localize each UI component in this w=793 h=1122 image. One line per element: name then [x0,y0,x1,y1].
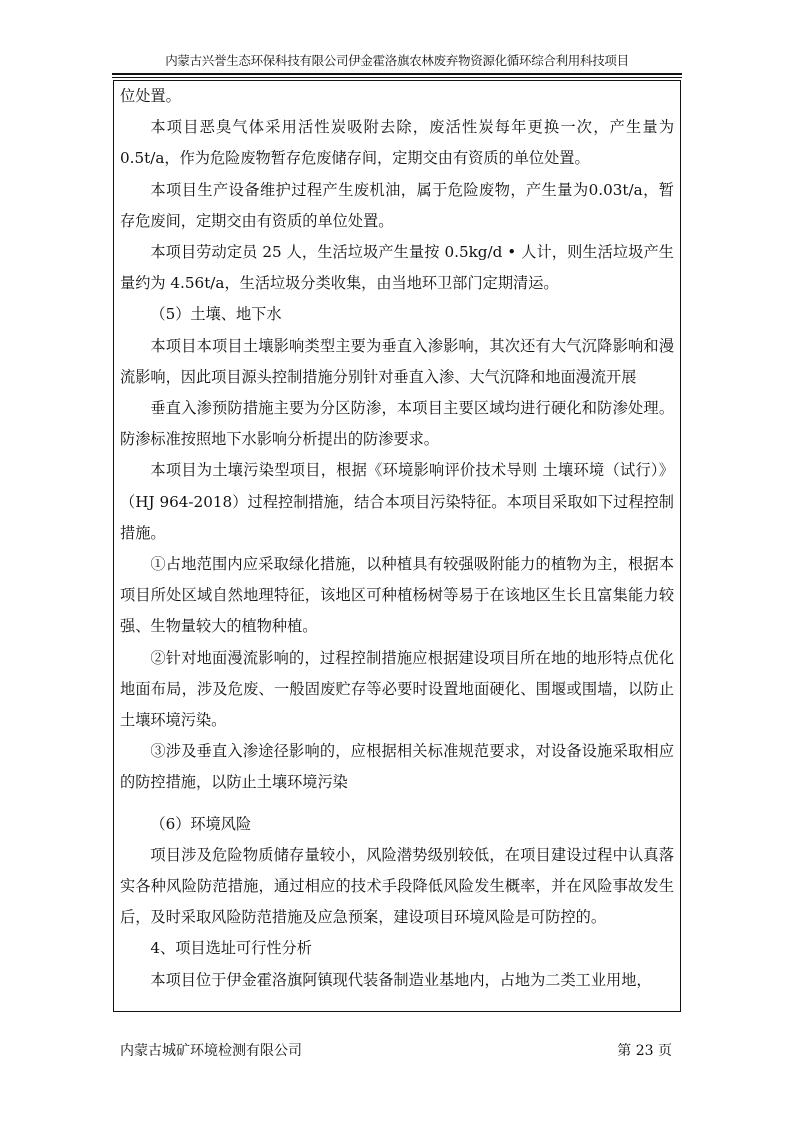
paragraph-measure-3: ③涉及垂直入渗途径影响的，应根据相关标准规范要求，对设备设施采取相应的防控措施，以防止土壤环境污染 [120,742,674,792]
section-heading-site-feasibility: 4、项目选址可行性分析 [150,939,312,958]
footer-company: 内蒙古城矿环境检测有限公司 [120,1043,302,1059]
paragraph-continuation: 位处置。 [120,87,181,105]
paragraph-soil-impact: 本项目本项目土壤影响类型主要为垂直入渗影响，其次还有大气沉降影响和漫流影响，因此项目源头控制措施分别针对垂直入渗、大气沉降和地面漫流开展 [120,336,674,386]
section-heading-soil-groundwater: （5）土壤、地下水 [150,305,282,324]
paragraph-activated-carbon: 本项目恶臭气体采用活性炭吸附去除，废活性炭每年更换一次，产生量为0.5t/a，作为危险废物暂存危废储存间，定期交由有资质的单位处置。 [120,118,674,168]
paragraph-risk: 项目涉及危险物质储存量较小，风险潜势级别较低，在项目建设过程中认真落实各种风险防范措施，通过相应的技术手段降低风险发生概率，并在风险事故发生后，及时采取风险防范措施及应急预案，建设项目环境风险是可防控的。 [120,845,674,927]
header-rule-thick [112,73,682,75]
paragraph-measure-2: ②针对地面漫流影响的，过程控制措施应根据建设项目所在地的地形特点优化地面布局，涉及危废、一般固废贮存等必要时设置地面硬化、围堰或围墙，以防止土壤环境污染。 [120,648,674,730]
footer-page-number: 第 23 页 [617,1043,672,1059]
paragraph-seepage-prevention: 垂直入渗预防措施主要为分区防渗，本项目主要区域均进行硬化和防渗处理。防渗标准按照地下水影响分析提出的防渗要求。 [120,399,674,449]
paragraph-domestic-waste: 本项目劳动定员 25 人，生活垃圾产生量按 0.5kg/d • 人计，则生活垃圾产生量约为 4.56t/a，生活垃圾分类收集，由当地环卫部门定期清运。 [120,243,674,293]
paragraph-measure-1: ①占地范围内应采取绿化措施，以种植具有较强吸附能力的植物为主，根据本项目所处区域自然地理特征，该地区可种植杨树等易于在该地区生长且富集能力较强、生物量较大的植物种植。 [120,555,674,636]
paragraph-waste-oil: 本项目生产设备维护过程产生废机油，属于危险废物，产生量为0.03t/a，暂存危废间，定期交由有资质的单位处置。 [120,180,674,230]
paragraph-soil-standard: 本项目为土壤污染型项目，根据《环境影响评价技术导则 土壤环境（试行）》（HJ 964-2018）过程控制措施，结合本项目污染特征。本项目采取如下过程控制措施。 [120,461,674,542]
header-rule-thin [112,77,682,78]
paragraph-site-location: 本项目位于伊金霍洛旗阿镇现代装备制造业基地内，占地为二类工业用地， [150,970,652,989]
page-header: 内蒙古兴誉生态环保科技有限公司伊金霍洛旗农林废弃物资源化循环综合利用科技项目 [165,53,629,68]
body-text [120,81,674,996]
section-heading-environmental-risk: （6）环境风险 [150,814,252,833]
